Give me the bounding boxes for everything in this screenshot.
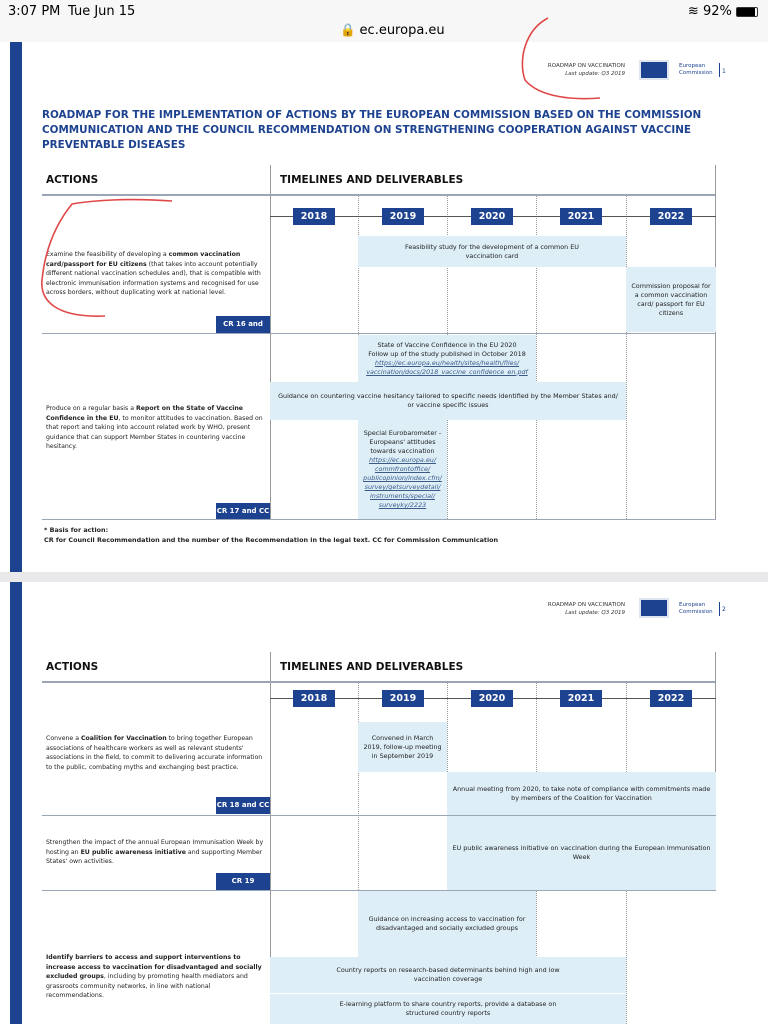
year-label: 2020 — [471, 208, 513, 225]
year-label: 2022 — [650, 208, 692, 225]
document-title: ROADMAP FOR THE IMPLEMENTATION OF ACTIONS BY THE EUROPEAN COMMISSION BASED ON THE COMMISSION COMMUNICATION AND THE COUNCIL RECOMMENDATION ON STRENGTHENING COOPERATION AGAINST VACCINE PREVENTABLE DISEASES — [42, 109, 702, 151]
action-text: Strengthen the impact of the annual European Immunisation Week by hosting an EU public awareness initiative and supporting Member States' own activities. — [46, 839, 264, 866]
page-header: ROADMAP ON VACCINATION Last update: Q3 2019 — [547, 602, 625, 616]
deliverable-bar: Guidance on increasing access to vaccination for disadvantaged and socially excluded groups — [358, 891, 536, 957]
deliverable-bar: Guidance on countering vaccine hesitancy tailored to specific needs identified by the Member States and/ or vaccine specific issues — [270, 382, 626, 420]
timeline-header: TIMELINES AND DELIVERABLES — [280, 661, 464, 673]
year-label: 2021 — [560, 208, 602, 225]
battery: ≋ 92% — [688, 4, 758, 19]
link[interactable]: https://ec.europa.eu/ commfrontoffice/ publicopinion/index.cfm/ survey/getsurveydetail/ instruments/special/ surveyky/2223 — [363, 456, 442, 509]
page-number: 1 — [722, 68, 726, 75]
status-date: Tue Jun 15 — [68, 4, 136, 19]
annotation-stroke — [42, 200, 172, 317]
actions-header: ACTIONS — [46, 661, 99, 673]
year-label: 2020 — [471, 690, 513, 707]
page-number: 2 — [722, 606, 726, 613]
deliverable-bar: Commission proposal for a common vaccination card/ passport for EU citizens — [626, 267, 716, 332]
annotation-stroke — [522, 18, 600, 99]
basis-badge: CR 18 and CC — [216, 797, 270, 814]
link[interactable]: https://ec.europa.eu/health/sites/health/files/ vaccination/docs/2018_vaccine_confidence_en.pdf — [366, 358, 528, 376]
footnote: * Basis for action: CR for Council Recommendation and the number of the Recommendation in the legal text. CC for Commission Communication — [44, 526, 499, 544]
address-bar[interactable]: 🔒 ec.europa.eu — [340, 22, 445, 38]
year-label: 2018 — [293, 208, 335, 225]
year-label: 2019 — [382, 690, 424, 707]
year-label: 2019 — [382, 208, 424, 225]
status-time: 3:07 PM — [8, 4, 61, 19]
year-label: 2022 — [650, 690, 692, 707]
commission-logo-text: European Commission — [679, 63, 720, 77]
deliverable-bar: Special Eurobarometer - Europeans' attitudes towards vaccination https://ec.europa.eu/ commfrontoffice/ publicopinion/index.cfm/ survey/getsurveydetail/ instruments/special/ surveyky/2223 — [358, 420, 447, 519]
deliverable-bar: EU public awareness initiative on vaccination during the European Immunisation Week — [447, 816, 716, 890]
timeline-header: TIMELINES AND DELIVERABLES — [280, 174, 464, 186]
deliverable-bar: Convened in March 2019, follow-up meeting in September 2019 — [358, 722, 447, 772]
page-header: ROADMAP ON VACCINATION Last update: Q3 2019 — [547, 63, 625, 77]
year-label: 2021 — [560, 690, 602, 707]
basis-badge: CR 16 and CC* — [216, 316, 270, 333]
deliverable-bar: Feasibility study for the development of a common EU vaccination card — [358, 236, 626, 267]
basis-badge: CR 19 — [216, 873, 270, 890]
action-text: Convene a Coalition for Vaccination to bring together European associations of healthcare workers as well as relevant students' associations in the field, to commit to delivering accurate information to the public, combating myths and exchanging best practice. — [46, 735, 263, 771]
action-text: Identify barriers to access and support interventions to increase access to vaccination for disadvantaged and socially excluded groups, including by promoting health mediators and grassroots community networks, in line with national recommendations. — [46, 954, 262, 1000]
actions-header: ACTIONS — [46, 174, 99, 186]
commission-logo-text: European Commission — [679, 602, 720, 616]
action-text: Examine the feasibility of developing a common vaccination card/passport for EU citizens (that takes into account potentially different national vaccination schedules and), that is compatible with electronic immunisation information systems and recognised for use across borders, without duplicating work at national level. — [46, 251, 261, 297]
deliverable-bar: State of Vaccine Confidence in the EU 2020 Follow up of the study published in October 2018 https://ec.europa.eu/health/sites/health/files/ vaccination/docs/2018_vaccine_confidence_en.pdf — [358, 335, 536, 382]
basis-badge: CR 17 and CC — [216, 503, 270, 520]
deliverable-bar: Country reports on research-based determinants behind high and low vaccination coverage — [270, 957, 626, 993]
year-label: 2018 — [293, 690, 335, 707]
deliverable-bar: E-learning platform to share country reports, provide a database on structured country reports — [270, 993, 626, 1024]
wifi-icon: ≋ — [687, 4, 703, 19]
action-text: Produce on a regular basis a Report on the State of Vaccine Confidence in the EU, to monitor attitudes to vaccination. Based on that report and taking into account related work by WHO, present guidance that can support Member States in countering vaccine hesitancy. — [46, 405, 263, 451]
deliverable-bar: Annual meeting from 2020, to take note of compliance with commitments made by members of the Coalition for Vaccination — [447, 772, 716, 815]
